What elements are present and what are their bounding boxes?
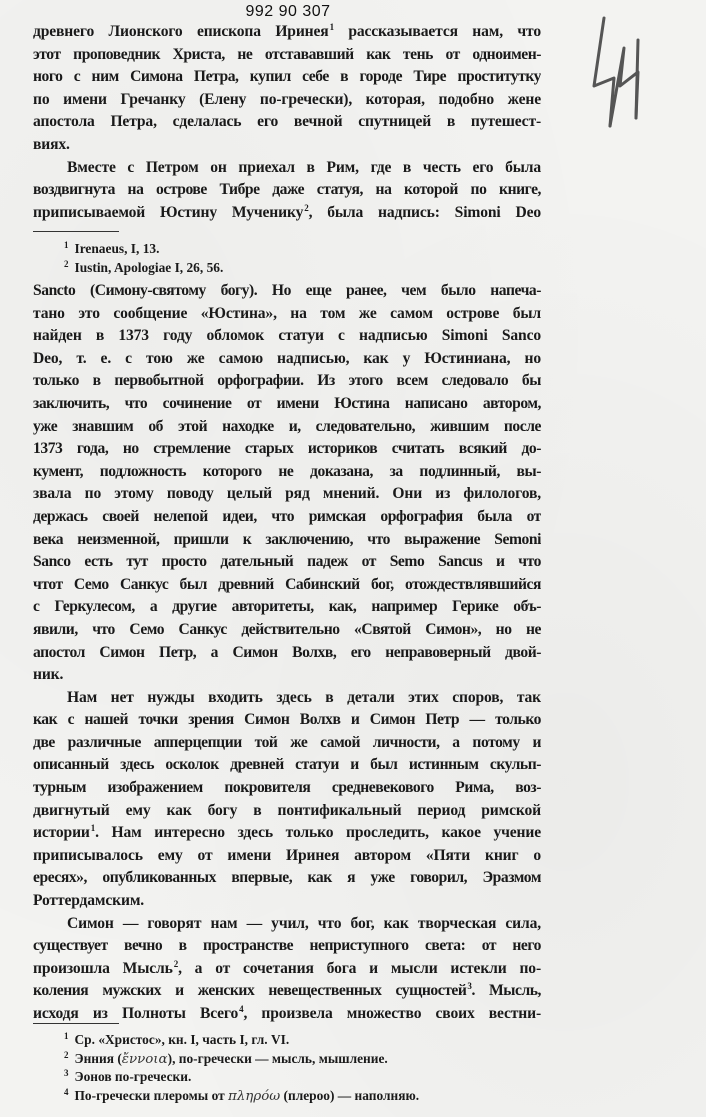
footnote: $^2$ Энния (ἔννοια), по-гречески — мысль, мышление. bbox=[64, 1049, 388, 1067]
text-line: две различные апперцепции той же самой личности, а потому и bbox=[33, 733, 541, 751]
text-line: приписываемой Юстину Мученику$^2$, была надпись: Simoni Deo bbox=[33, 202, 541, 221]
text-line: кумент, подложность которого не доказана, за подлинный, вы- bbox=[33, 462, 541, 480]
text-line: только в первобытной орфографии. Из этого всем следовало бы bbox=[33, 372, 541, 390]
text-line: Sancto (Симону-святому богу). Но еще ранее, чем было напеча- bbox=[33, 282, 541, 299]
text-line: Вместе с Петром он приехал в Рим, где в честь его была bbox=[67, 158, 541, 176]
handwritten-page-number bbox=[590, 8, 650, 128]
text-line: уже знавшим об этой находке и, следовательно, жившим после bbox=[33, 417, 541, 435]
footnote-divider bbox=[33, 1023, 119, 1024]
footnote-divider bbox=[33, 231, 119, 232]
text-line: чтот Семо Санкус был древний Сабинский бог, отождествлявшийся bbox=[33, 575, 541, 593]
text-line: коления мужских и женских невещественных сущностей$^3$. Мысль, bbox=[33, 981, 541, 1000]
text-line: ник. bbox=[33, 666, 64, 684]
text-line: апостол Симон Петр, а Симон Волхв, его неправоверный двой- bbox=[33, 643, 541, 661]
text-line: приписывалось ему от имени Иринея автором «Пяти книг о bbox=[33, 846, 541, 864]
text-line: древнего Лионского епископа Иринея$^1$ рассказывается нам, что bbox=[33, 22, 541, 40]
footnote: $^1$ Irenaeus, I, 13. bbox=[64, 240, 160, 256]
footnote-ref: 1 bbox=[329, 22, 334, 32]
text-block-2 bbox=[33, 280, 541, 1026]
text-line: Deo, т. е. с тою же самою надписью, как у Юстиниана, но bbox=[33, 349, 541, 367]
text-line: виях. bbox=[33, 135, 70, 153]
text-line: с Геркулесом, а другие авторитеты, как, например Герике объ- bbox=[33, 598, 541, 616]
text-line: истории$^1$. Нам интересно здесь только проследить, какое учение bbox=[33, 823, 541, 842]
footnotes-top bbox=[64, 240, 223, 277]
text-line: Симон — говорят нам — учил, что бог, как творческая сила, bbox=[67, 914, 541, 932]
text-line: двигнутый ему как богу в понтификальный период римской bbox=[33, 801, 541, 819]
text-line: Роттердамским. bbox=[33, 892, 145, 910]
text-line: держась своей нелепой идеи, что римская орфография была от bbox=[33, 507, 541, 525]
text-line: звала по этому поводу целый ряд мнений. Они из филологов, bbox=[33, 485, 541, 503]
text-line: турным изображением покровителя средневекового Рима, воз- bbox=[33, 779, 541, 797]
footnote-ref: 2 bbox=[173, 958, 179, 969]
footnote: $^4$ По-гречески плеромы от πληρόω (плероо) — наполняю. bbox=[64, 1086, 420, 1104]
text-line: произошла Мысль$^2$, а от сочетания бога и мысли истекли по- bbox=[33, 958, 541, 977]
text-line: явили, что Семо Санкус действительно «Святой Симон», но не bbox=[33, 620, 541, 638]
text-line: ересях», опубликованных впервые, как я уже говорил, Эразмом bbox=[33, 869, 541, 887]
footnotes-bottom bbox=[64, 1031, 419, 1105]
page-code: 992 90 307 bbox=[245, 3, 331, 20]
greek-word: πληρόω bbox=[228, 1088, 281, 1104]
footnote-ref: 2 bbox=[304, 202, 309, 213]
text-line: найден в 1373 году обломок статуи с надписью Simoni Sanco bbox=[33, 327, 541, 345]
text-line: апостола Петра, сделалась его вечной спутницей в путешест- bbox=[33, 113, 541, 131]
text-line: тано это сообщение «Юстина», на том же самом острове был bbox=[33, 304, 541, 322]
text-line: воздвигнута на острове Тибре даже статуя, на которой по книге, bbox=[33, 181, 541, 199]
footnote: $^1$ Ср. «Христос», кн. I, часть I, гл. VI. bbox=[64, 1031, 290, 1047]
footnote-ref: 3 bbox=[467, 981, 472, 992]
text-block-1 bbox=[33, 21, 541, 224]
text-line: ного с ним Симона Петра, купил себе в городе Тире проститутку bbox=[33, 68, 541, 86]
text-line: века неизменной, пришли к заключению, что выражение Semoni bbox=[33, 530, 541, 548]
text-line: заключить, что сочинение от имени Юстина написано автором, bbox=[33, 394, 541, 412]
footnote-ref: 4 bbox=[239, 1004, 244, 1014]
text-line: 1373 года, но стремление старых историков считать всякий до- bbox=[33, 440, 541, 458]
footnote: $^2$ Iustin, Apologiae I, 26, 56. bbox=[64, 258, 224, 275]
footnote-ref: 1 bbox=[90, 823, 96, 834]
text-line: существует вечно в пространстве неприступного света: от него bbox=[33, 937, 541, 955]
text-line: Sanco есть тут просто дательный падеж от Semo Sancus и что bbox=[33, 553, 541, 571]
text-line: Нам нет нужды входить здесь в детали этих споров, так bbox=[67, 688, 541, 706]
greek-word: ἔννοια bbox=[121, 1051, 168, 1067]
text-line: как с нашей точки зрения Симон Волхв и Симон Петр — только bbox=[33, 711, 541, 729]
text-line: этот проповедник Христа, не отстававший как тень от одноимен- bbox=[33, 45, 541, 63]
footnote: $^3$ Эонов по-гречески. bbox=[64, 1068, 192, 1084]
text-line: описанный здесь осколок древней статуи и был истинным скульп- bbox=[33, 756, 541, 774]
text-line: исходя из Полноты Всего$^4$, произвела множество своих вестни- bbox=[33, 1004, 541, 1022]
text-line: по имени Гречанку (Елену по-гречески), которая, подобно жене bbox=[33, 90, 541, 108]
